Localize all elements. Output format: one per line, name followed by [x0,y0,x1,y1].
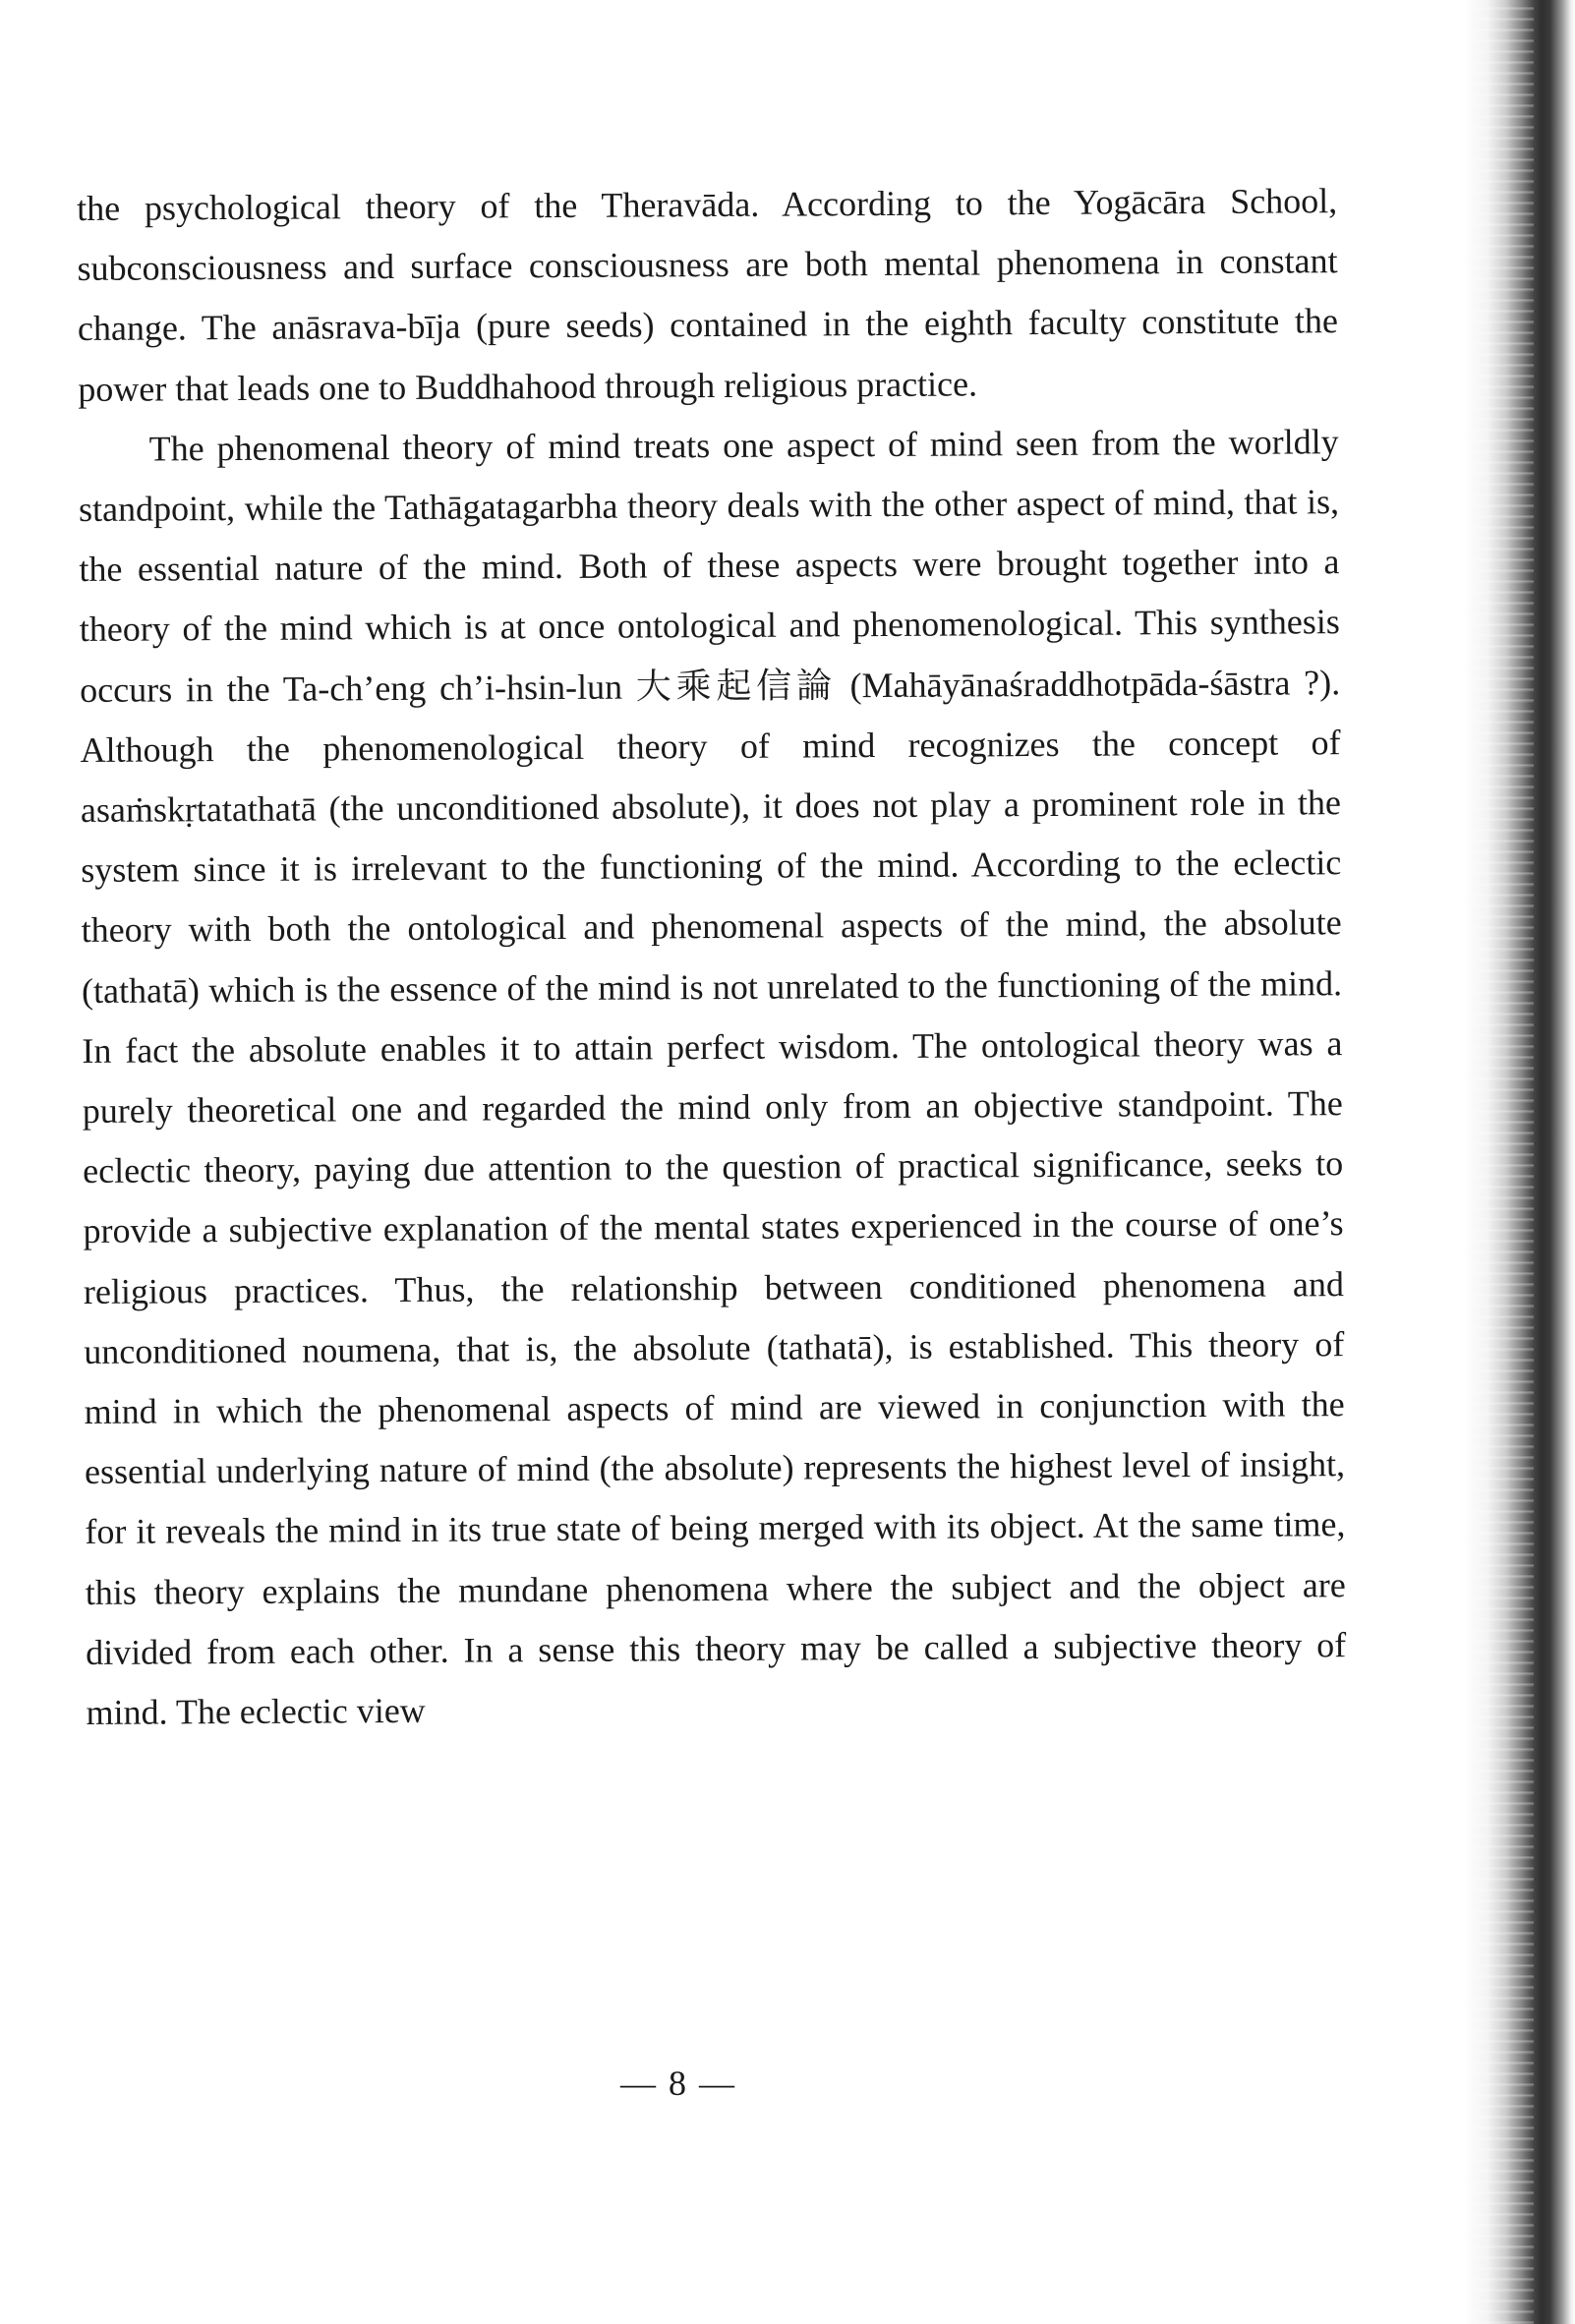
scan-edge-texture [1475,0,1534,2324]
body-text [77,171,1347,1743]
paragraph-continuation: the psychological theory of the Theravāda. According to the Yogācāra School, subconsciousness and surface consciousness are both mental phenomena in constant change. The anāsrava-bīja (pure seeds) contained in the eighth faculty constitute the power that leads one to Buddhahood through religious practice. [77,181,1339,409]
paragraph-phenomenal-theory: The phenomenal theory of mind treats one aspect of mind seen from the worldly standpoint, while the Tathāgatagarbha theory deals with the other aspect of mind, that is, the essential nature of the mind. Both of these aspects were brought together into a theory of the mind which is at once ontological and phenomenological. This synthesis occurs in the Ta-ch’eng ch’i-hsin-lun 大乘起信論 (Mahāyānaśraddhotpāda-śāstra ?). Although the phenomenological theory of mind recognizes the concept of asaṁskṛtatathatā (the unconditioned absolute), it does not play a prominent role in the system since it is irrelevant to the functioning of the mind. According to the eclectic theory with both the ontological and phenomenal aspects of the mind, the absolute (tathatā) which is the essence of the mind is not unrelated to the functioning of the mind. In fact the absolute enables it to attain perfect wisdom. The ontological theory was a purely theoretical one and regarded the mind only from an objective standpoint. The eclectic theory, paying due attention to the question of practical significance, seeks to provide a subjective explanation of the mental states experienced in the course of one’s religious practices. Thus, the relationship between conditioned phenomena and unconditioned noumena, that is, the absolute (tathatā), is established. This theory of mind in which the phenomenal aspects of mind are viewed in conjunction with the essential underlying nature of mind (the absolute) represents the highest level of insight, for it reveals the mind in its true state of being merged with its object. At the same time, this theory explains the mundane phenomena where the subject and the object are divided from each other. In a sense this theory may be called a subjective theory of mind. The eclectic view [78,421,1347,1733]
page-number: — 8 — [620,2063,736,2103]
